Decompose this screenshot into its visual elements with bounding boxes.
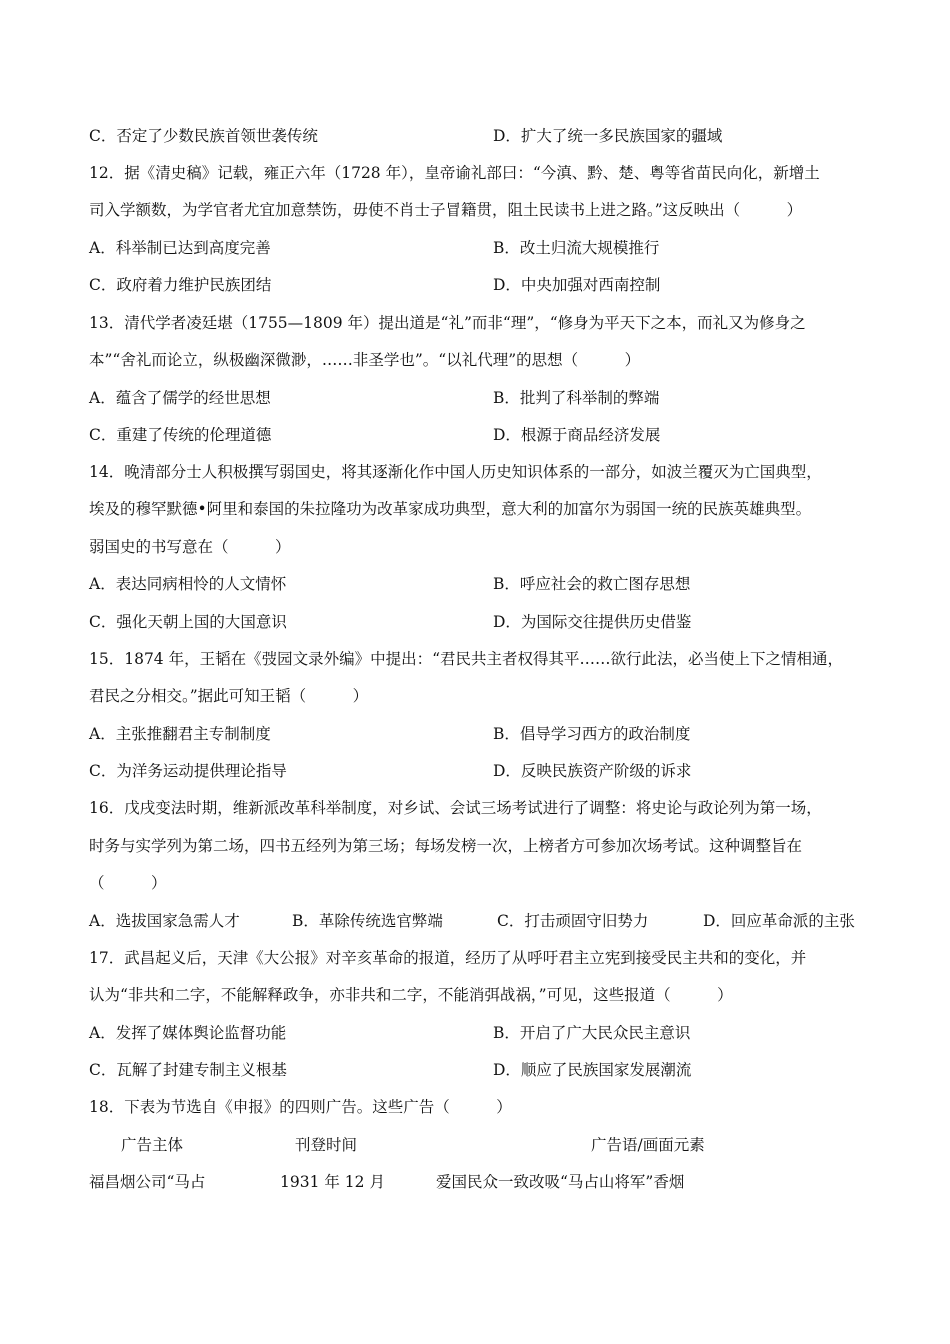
q15-option-a: A．主张推翻君主专制制度: [89, 725, 271, 743]
q16-option-a: A．选拔国家急需人才: [89, 912, 240, 930]
q14-option-b: B．呼应社会的救亡图存思想: [493, 575, 691, 593]
q16-option-c: C．打击顽固守旧势力: [497, 912, 649, 930]
q12-stem-line-2: 司入学额数，为学官者尤宜加意禁饬，毋使不肖士子冒籍贯，阻土民读书上进之路。”这反映出（ ）: [89, 201, 803, 219]
q18-stem-line-1: 18．下表为节选自《申报》的四则广告。这些广告（ ）: [89, 1098, 512, 1116]
q14-option-d: D．为国际交往提供历史借鉴: [493, 613, 692, 631]
q14-option-c: C．强化天朝上国的大国意识: [89, 613, 287, 631]
q13-option-d: D．根源于商品经济发展: [493, 426, 661, 444]
q11-option-c: C．否定了少数民族首领世袭传统: [89, 127, 318, 145]
q17-stem-line-1: 17．武昌起义后，天津《大公报》对辛亥革命的报道，经历了从呼吁君主立宪到接受民主共和的变化，并: [89, 949, 807, 967]
q13-stem-line-1: 13．清代学者凌廷堪（1755—1809 年）提出道是“礼”而非“理”，“修身为平天下之本，而礼又为修身之: [89, 314, 806, 332]
q15-stem-line-1: 15．1874 年，王韬在《弢园文录外编》中提出：“君民共主者权得其平……欲行此法，必当使上下之情相通，: [89, 650, 844, 668]
table-header-date: 刊登时间: [295, 1136, 358, 1154]
q15-stem-line-2: 君民之分相交。”据此可知王韬（ ）: [89, 687, 369, 705]
table-cell-subject: 福昌烟公司“马占: [89, 1173, 206, 1191]
q17-stem-line-2: 认为“非共和二字，不能解释政争，亦非共和二字，不能消弭战祸，”可见，这些报道（ ）: [89, 986, 733, 1004]
q17-option-c: C．瓦解了封建专制主义根基: [89, 1061, 287, 1079]
q17-option-a: A．发挥了媒体舆论监督功能: [89, 1024, 287, 1042]
q15-option-b: B．倡导学习西方的政治制度: [493, 725, 691, 743]
q14-stem-line-3: 弱国史的书写意在（ ）: [89, 538, 291, 556]
q16-stem-line-1: 16．戊戌变法时期，维新派改革科举制度，对乡试、会试三场考试进行了调整：将史论与政论列为第一场，: [89, 799, 822, 817]
q14-stem-line-1: 14．晚清部分士人积极撰写弱国史，将其逐渐化作中国人历史知识体系的一部分，如波兰覆灭为亡国典型，: [89, 463, 822, 481]
table-header-slogan: 广告语/画面元素: [591, 1136, 705, 1154]
q12-stem-line-1: 12．据《清史稿》记载，雍正六年（1728 年），皇帝谕礼部曰：“今滇、黔、楚、粤等省苗民向化，新增土: [89, 164, 820, 182]
q14-option-a: A．表达同病相怜的人文情怀: [89, 575, 287, 593]
q17-option-b: B．开启了广大民众民主意识: [493, 1024, 691, 1042]
q12-option-c: C．政府着力维护民族团结: [89, 276, 272, 294]
q15-option-c: C．为洋务运动提供理论指导: [89, 762, 287, 780]
table-header-subject: 广告主体: [121, 1136, 184, 1154]
q15-option-d: D．反映民族资产阶级的诉求: [493, 762, 692, 780]
q13-option-c: C．重建了传统的伦理道德: [89, 426, 272, 444]
q14-stem-line-2: 埃及的穆罕默德•阿里和泰国的朱拉隆功为改革家成功典型，意大利的加富尔为弱国一统的民族英雄典型。: [89, 500, 812, 518]
q16-option-d: D．回应革命派的主张: [703, 912, 855, 930]
q11-option-d: D．扩大了统一多民族国家的疆域: [493, 127, 723, 145]
table-cell-date: 1931 年 12 月: [280, 1173, 385, 1191]
q12-option-a: A．科举制已达到高度完善: [89, 239, 271, 257]
q12-option-d: D．中央加强对西南控制: [493, 276, 661, 294]
q16-stem-line-2: 时务与实学列为第二场，四书五经列为第三场；每场发榜一次，上榜者方可参加次场考试。这种调整旨在: [89, 837, 803, 855]
q16-option-b: B．革除传统选官弊端: [292, 912, 443, 930]
q12-option-b: B．改土归流大规模推行: [493, 239, 660, 257]
q13-option-b: B．批判了科举制的弊端: [493, 389, 660, 407]
q16-stem-line-3: （ ）: [89, 874, 167, 892]
q17-option-d: D．顺应了民族国家发展潮流: [493, 1061, 692, 1079]
table-cell-slogan: 爱国民众一致改吸“马占山将军”香烟: [436, 1173, 685, 1191]
q13-stem-line-2: 本”“舍礼而论立，纵极幽深微渺，……非圣学也”。“以礼代理”的思想（ ）: [89, 351, 641, 369]
q13-option-a: A．蕴含了儒学的经世思想: [89, 389, 271, 407]
